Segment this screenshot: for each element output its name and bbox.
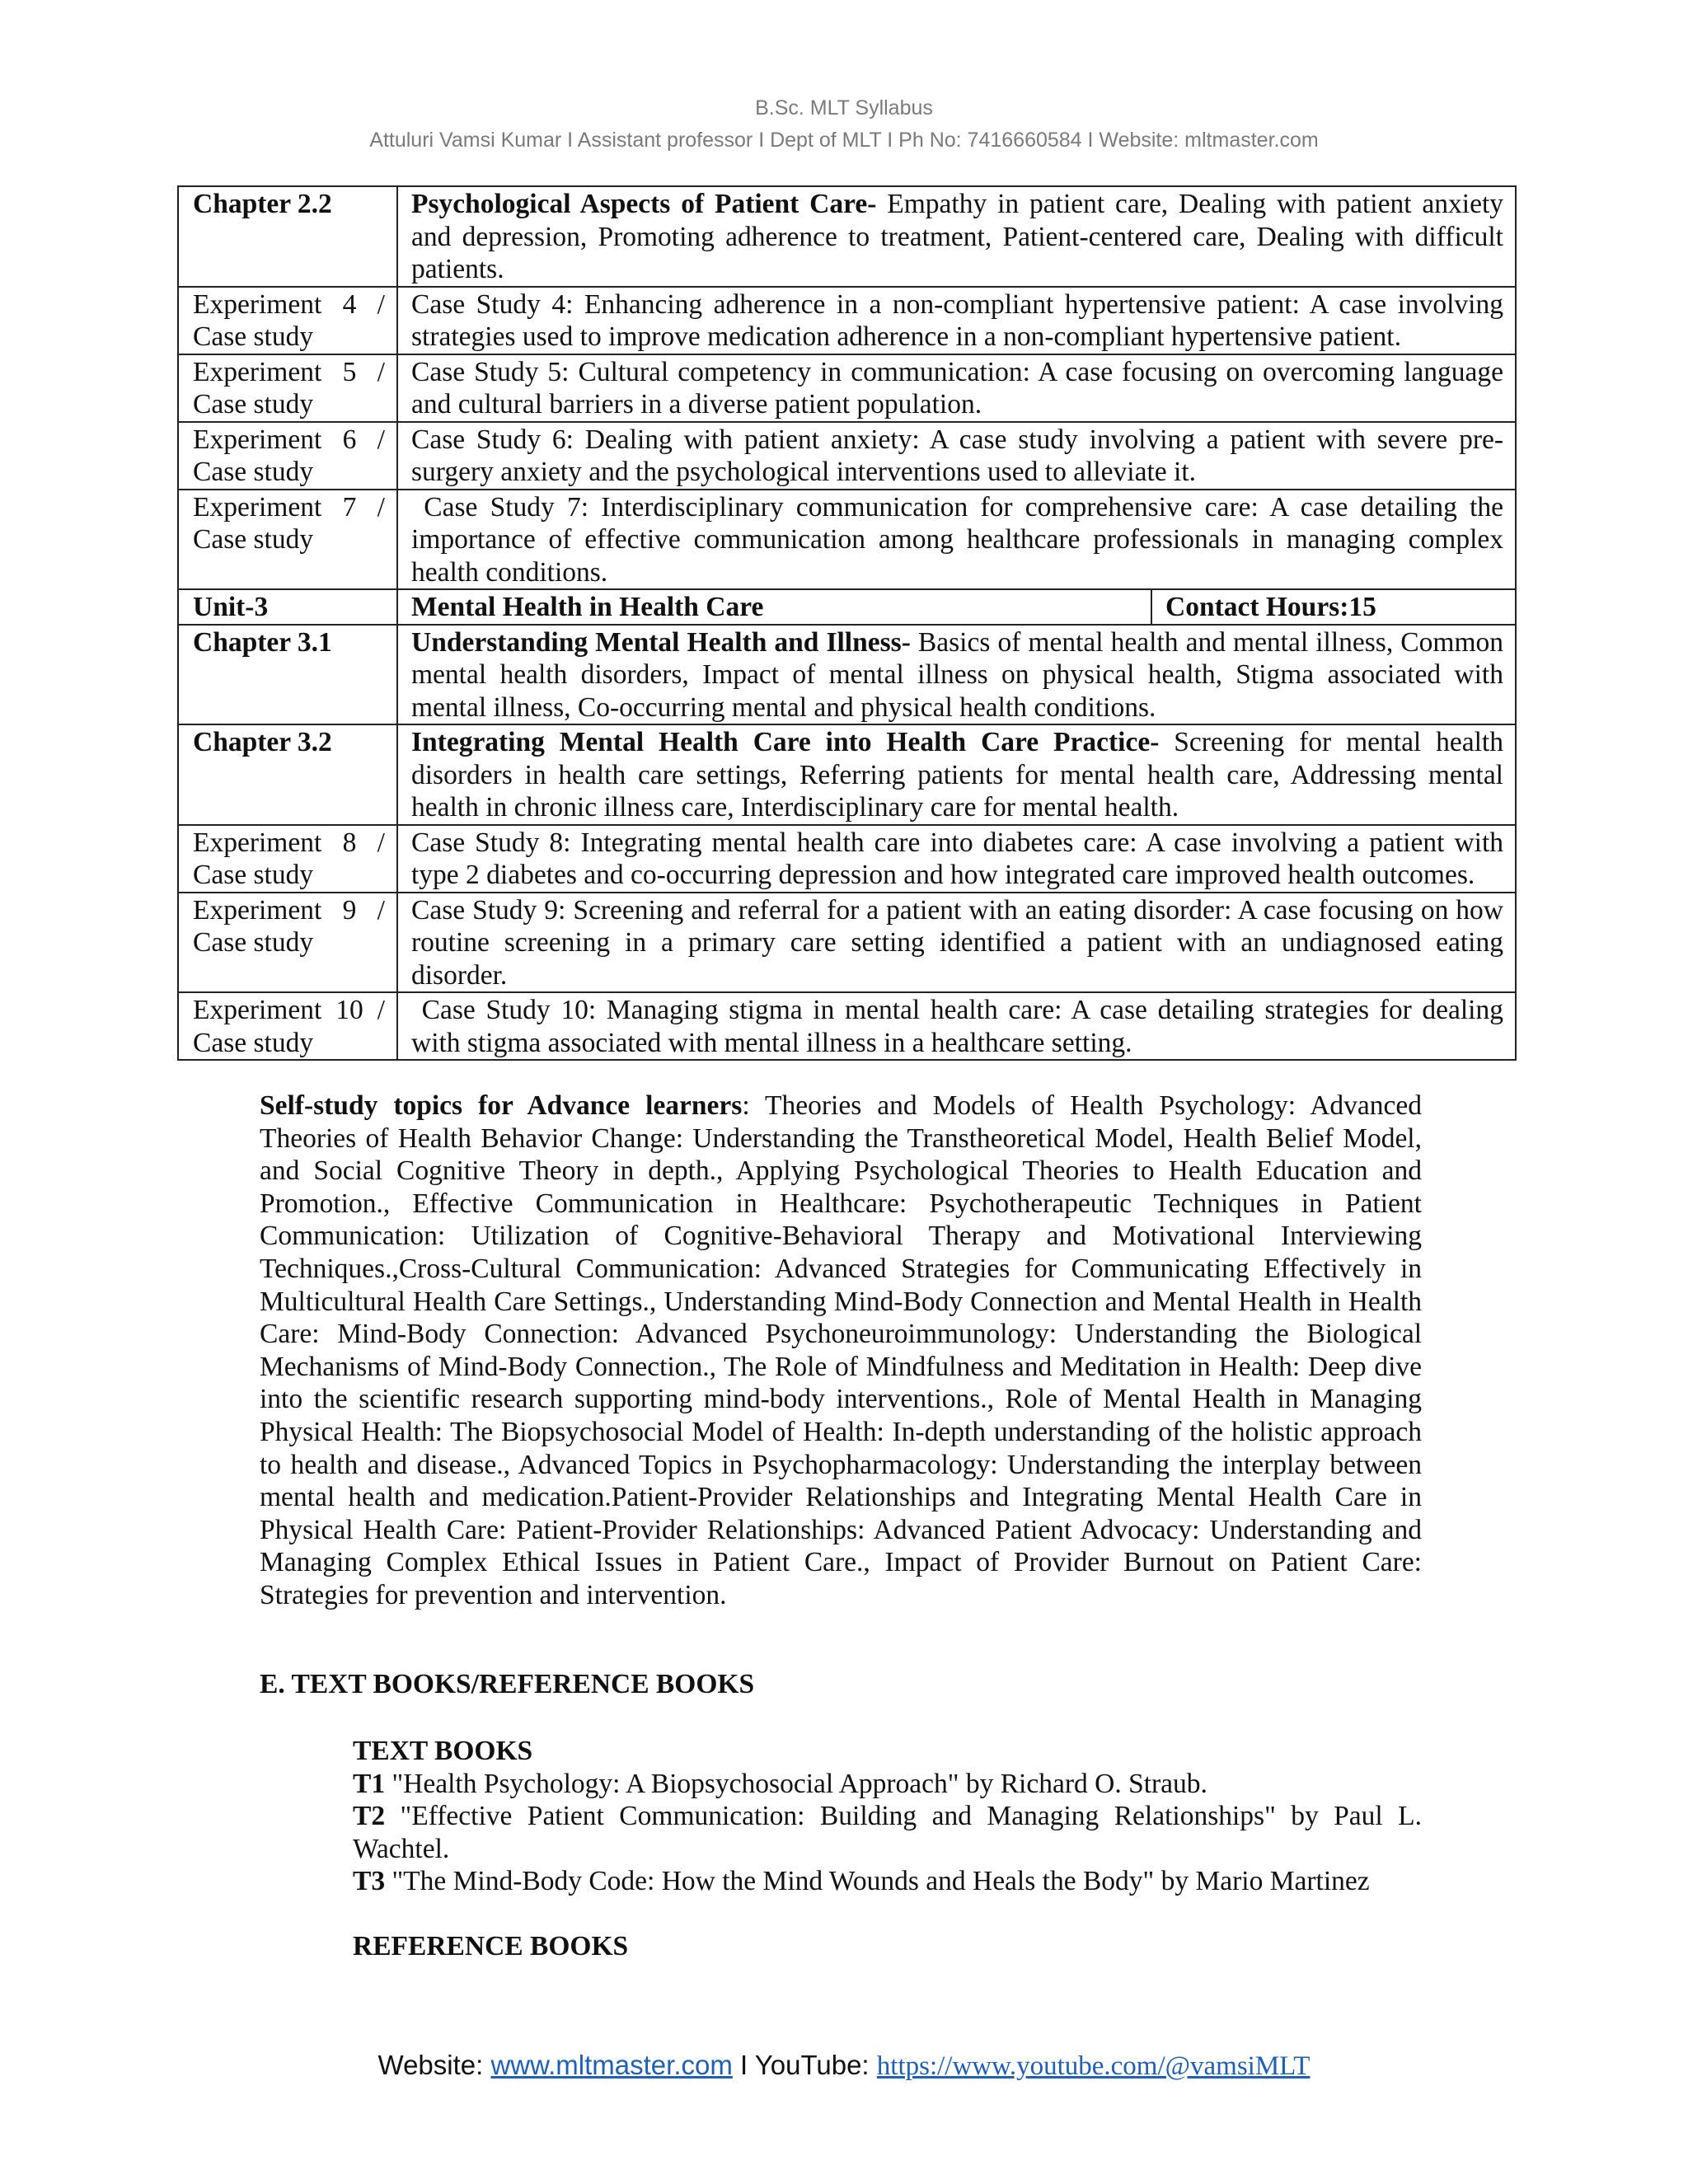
unit-row	[178, 589, 1516, 625]
row-content	[397, 422, 1516, 490]
text-book-item	[353, 1800, 1422, 1865]
table-row	[178, 893, 1516, 993]
table-row	[178, 825, 1516, 893]
row-text: Case Study 9: Screening and referral for a patient with an eating disorder: A case focusing on how routine screening in a primary care setting identified a patient with an undiagnosed eating disorder.	[411, 894, 1511, 991]
row-label: Experiment 10 / Case study	[178, 992, 397, 1060]
row-label: Experiment 9 / Case study	[178, 893, 397, 993]
footer-website-label: Website:	[377, 2050, 491, 2080]
table-row	[178, 625, 1516, 725]
text-books-heading: TEXT BOOKS	[353, 1736, 533, 1766]
row-text: Case Study 4: Enhancing adherence in a non-compliant hypertensive patient: A case involving strategies used to improve medication adherence in a non-compliant hypertensive patient.	[411, 288, 1511, 352]
row-label: Unit-3	[178, 589, 397, 625]
reference-books-heading: REFERENCE BOOKS	[353, 1931, 629, 1961]
table-row	[178, 992, 1516, 1060]
section-heading: E. TEXT BOOKS/REFERENCE BOOKS	[260, 1669, 755, 1699]
row-text: Case Study 6: Dealing with patient anxiety: A case study involving a patient with severe pre-surgery anxiety and the psychological interventions used to alleviate it.	[411, 424, 1503, 487]
row-label: Experiment 6 / Case study	[178, 422, 397, 490]
row-content	[397, 186, 1516, 287]
row-title: Integrating Mental Health Care into Health Care Practice-	[411, 727, 1160, 757]
row-title: Psychological Aspects of Patient Care-	[411, 189, 877, 219]
book-text: "Effective Patient Communication: Building and Managing Relationships" by Paul L. Wachtel.	[353, 1801, 1422, 1864]
row-label: Experiment 8 / Case study	[178, 825, 397, 893]
row-content	[397, 490, 1516, 590]
self-study-label: Self-study topics for Advance learners	[260, 1090, 743, 1121]
book-code: T2	[353, 1801, 386, 1832]
text-books-block	[353, 1735, 1422, 1898]
table-row	[178, 186, 1516, 287]
syllabus-table	[177, 185, 1517, 1061]
book-text: "The Mind-Body Code: How the Mind Wounds and Heals the Body" by Mario Martinez	[385, 1866, 1370, 1897]
row-text: Case Study 7: Interdisciplinary communication for comprehensive care: A case detailing the importance of effective communication among healthcare professionals in managing complex health conditions.	[411, 491, 1511, 588]
table-row	[178, 724, 1516, 825]
page-header	[0, 92, 1688, 157]
youtube-link[interactable]: https://www.youtube.com/@vamsiMLT	[876, 2051, 1311, 2081]
row-text: Basics of mental health and mental illness, Common mental health disorders, Impact of mental illness on physical health, Stigma associated with mental illness, Co-occurring mental and physical health conditions.	[411, 626, 1511, 723]
row-content	[397, 992, 1516, 1060]
row-content	[397, 825, 1516, 893]
page-footer	[0, 2049, 1688, 2083]
row-text: Empathy in patient care, Dealing with patient anxiety and depression, Promoting adherence to treatment, Patient-centered care, Dealing with difficult patients.	[411, 189, 1511, 284]
text-book-item	[353, 1865, 1422, 1898]
table-row	[178, 354, 1516, 422]
row-content	[397, 354, 1516, 422]
row-label: Chapter 3.2	[178, 724, 397, 825]
text-book-item	[353, 1768, 1422, 1801]
row-label: Experiment 7 / Case study	[178, 490, 397, 590]
table-row	[178, 287, 1516, 354]
row-title: Understanding Mental Health and Illness-	[411, 626, 911, 658]
row-text: Case Study 5: Cultural competency in communication: A case focusing on overcoming language and cultural barriers in a diverse patient population.	[411, 356, 1511, 419]
self-study-text: : Theories and Models of Health Psychology: Advanced Theories of Health Behavior Change: Understanding the Transtheoretical Model, Health Belief Model, and Social Cognitive Theory in depth., Applying Psychological Theories to Health Education and Promotion., Effective Communication in Healthcare: Psychotherapeutic Techniques in Patient Communication: Utilization of Cognitive-Behavioral Therapy and Motivational Interviewing Techniques.,Cross-Cultural Communication: Advanced Strategies for Communicating Effectively in Multicultural Health Care Settings., Understanding Mind-Body Connection and Mental Health in Health Care: Mind-Body Connection: Advanced Psychoneuroimmunology: Understanding the Biological Mechanisms of Mind-Body Connection., The Role of Mindfulness and Meditation in Health: Deep dive into the scientific research supporting mind-body interventions., Role of Mental Health in Managing Physical Health: The Biopsychosocial Model of Health: In-depth understanding of the holistic approach to health and disease., Advanced Topics in Psychopharmacology: Understanding the interplay between mental health and medication.Patient-Provider Relationships and Integrating Mental Health Care in Physical Health Care: Patient-Provider Relationships: Advanced Patient Advocacy: Understanding and Managing Complex Ethical Issues in Patient Care., Impact of Provider Burnout on Patient Care: Strategies for prevention and intervention.	[260, 1090, 1422, 1610]
unit-title: Mental Health in Health Care	[397, 589, 1151, 625]
header-subtitle: Attuluri Vamsi Kumar I Assistant professor I Dept of MLT I Ph No: 7416660584 I Website: mltmaster.com	[369, 129, 1319, 152]
website-link[interactable]: www.mltmaster.com	[490, 2050, 733, 2080]
book-text: "Health Psychology: A Biopsychosocial Approach" by Richard O. Straub.	[385, 1768, 1207, 1799]
table-row	[178, 490, 1516, 590]
row-content	[397, 893, 1516, 993]
row-text: Case Study 8: Integrating mental health care into diabetes care: A case involving a patient with type 2 diabetes and co-occurring depression and how integrated care improved health outcomes.	[411, 827, 1511, 890]
row-label: Chapter 2.2	[178, 186, 397, 287]
row-content	[397, 724, 1516, 825]
row-content	[397, 625, 1516, 725]
contact-hours: Contact Hours:15	[1151, 589, 1516, 625]
header-title: B.Sc. MLT Syllabus	[755, 96, 933, 120]
row-text: Screening for mental health disorders in health care settings, Referring patients for mental health care, Addressing mental health in chronic illness care, Interdisciplinary care for mental health.	[411, 727, 1511, 823]
row-label: Experiment 4 / Case study	[178, 287, 397, 354]
row-label: Chapter 3.1	[178, 625, 397, 725]
row-content	[397, 287, 1516, 354]
table-row	[178, 422, 1516, 490]
row-text: Case Study 10: Managing stigma in mental health care: A case detailing strategies for dealing with stigma associated with mental illness in a healthcare setting.	[411, 995, 1511, 1058]
row-label: Experiment 5 / Case study	[178, 354, 397, 422]
book-code: T3	[353, 1866, 386, 1897]
self-study-paragraph	[260, 1090, 1422, 1612]
footer-separator: I YouTube:	[732, 2050, 877, 2080]
book-code: T1	[353, 1768, 386, 1799]
